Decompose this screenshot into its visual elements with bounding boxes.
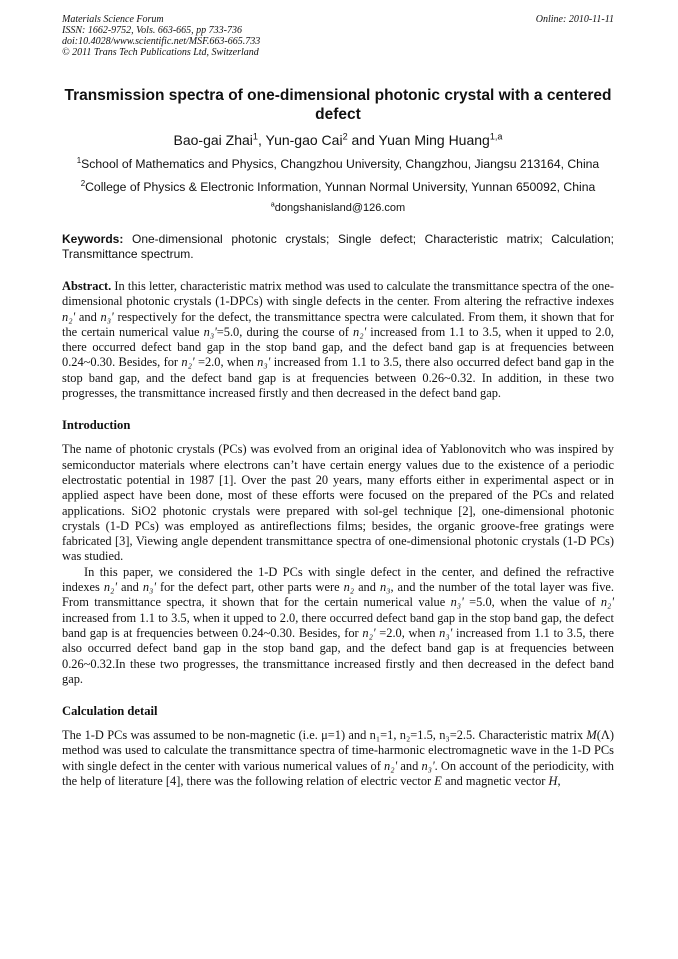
journal-header [62, 14, 614, 58]
journal-info [62, 14, 260, 58]
doi-line[interactable]: doi:10.4028/www.scientific.net/MSF.663-665.733 [62, 36, 261, 47]
abstract: Abstract. In this letter, characteristic matrix method was used to calculate the transmittance spectra of the one-dimensional photonic crystals (1-DPCs) with single defects in the center. From altering the refractive indexes n₂' and n₃' respectively for the defect, the transmittance spectra were calculated. From them, it shown that for the certain numerical value n₃'=5.0, during the course of n₂' increased from 1.1 to 3.5, when it upped to 2.0, there occurred defect band gap in the stop band gap, and the defect band gap is at frequencies between 0.24~0.30. Besides, for n₂' =2.0, when n₃' increased from 1.1 to 3.5, there also occurred defect band gap in the stop band gap, and the defect band gap is at frequencies between 0.26~0.32. In addition, in these two progresses, the transmittance increased firstly and then decreased in the defect band gap. [62, 279, 614, 401]
section-heading-calculation: Calculation detail [62, 704, 158, 719]
issn-line: ISSN: 1662-9752, Vols. 663-665, pp 733-736 [62, 25, 242, 36]
introduction-paragraph-1: The name of photonic crystals (PCs) was evolved from an original idea of Yablonovitch who was inspired by semiconductor materials where electrons can’t have certain energy values due to the existence of a periodic electrostatic potential in 1987 [1]. Over the past 20 years, many efforts either in experimental aspect or in applied aspect have been done, most of these efforts were focused on the prepared of the PCs and related applications. SiO2 photonic crystals were prepared with sol-gel technique [2], one-dimensional photonic crystals (1-D PCs) was employed as antireflections films; besides, the organic groove-free gratings were fabricated [3], Viewing angle dependent transmittance spectra of one-dimensional photonic crystals (1-D PCs) was studied. [62, 442, 614, 564]
keywords-label: Keywords: [62, 232, 124, 246]
abstract-label: Abstract. [62, 279, 112, 293]
journal-name: Materials Science Forum [62, 14, 164, 25]
paper-title: Transmission spectra of one-dimensional photonic crystal with a centered defect [64, 87, 612, 123]
author-name: Bao-gai Zhai [173, 132, 253, 148]
author-name: Yuan Ming Huang [378, 132, 490, 148]
corresponding-email[interactable]: $^a$dongshanisland@126.com [270, 200, 406, 214]
affiliation-1: $^1$School of Mathematics and Physics, Changzhou University, Changzhou, Jiangsu 213164, China [76, 155, 600, 171]
section-heading-introduction: Introduction [62, 418, 131, 433]
author-affil-mark: 1,a [489, 131, 503, 142]
author-affil-mark: 1 [252, 131, 258, 142]
paper-page [62, 14, 614, 789]
copyright-line: © 2011 Trans Tech Publications Ltd, Switzerland [62, 47, 259, 58]
author-name: Yun-gao Cai [265, 132, 343, 148]
affiliation-2: $^2$College of Physics & Electronic Information, Yunnan Normal University, Yunnan 650092, China [80, 178, 596, 194]
author-list: Bao-gai Zhai$^1$, Yun-gao Cai$^2$ and Yuan Ming Huang$^{1,a}$ [173, 131, 503, 148]
keywords: Keywords: One-dimensional photonic crystals; Single defect; Characteristic matrix; Calculation; Transmittance spectrum. [62, 232, 614, 261]
author-affil-mark: 2 [342, 131, 348, 142]
introduction-paragraph-2: In this paper, we considered the 1-D PCs with single defect in the center, and defined the refractive indexes n₂' and n₃' for the defect part, other parts were n₂ and n₃, and the number of the total layer was five. From transmittance spectra, it shown that for the certain numerical value n₃' =5.0, when the value of n₂' increased from 1.1 to 3.5, when it upped to 2.0, there occurred defect band gap in the stop band gap, the defect band gap is at frequencies between 0.24~0.30. Besides, for n₂' =2.0, when n₃' increased from 1.1 to 3.5, there also occurred defect band gap in the stop band gap, and the defect band gap is at frequencies between 0.26~0.32.In these two progresses, the transmittance increased firstly and then decreased in the defect band gap. [62, 564, 615, 686]
calculation-paragraph: The 1-D PCs was assumed to be non-magnetic (i.e. μ=1) and n₁=1, n₂=1.5, n₃=2.5. Characteristic matrix M(Λ) method was used to calculate the transmittance spectra of time-harmonic electromagnetic wave in the 1-D PCs with single defect in the center with various numerical values of n₂' and n₃'. On account of the periodicity, with the help of literature [4], there was the following relation of electric vector E and magnetic vector H, [62, 728, 615, 789]
online-date: Online: 2010-11-11 [535, 14, 614, 25]
